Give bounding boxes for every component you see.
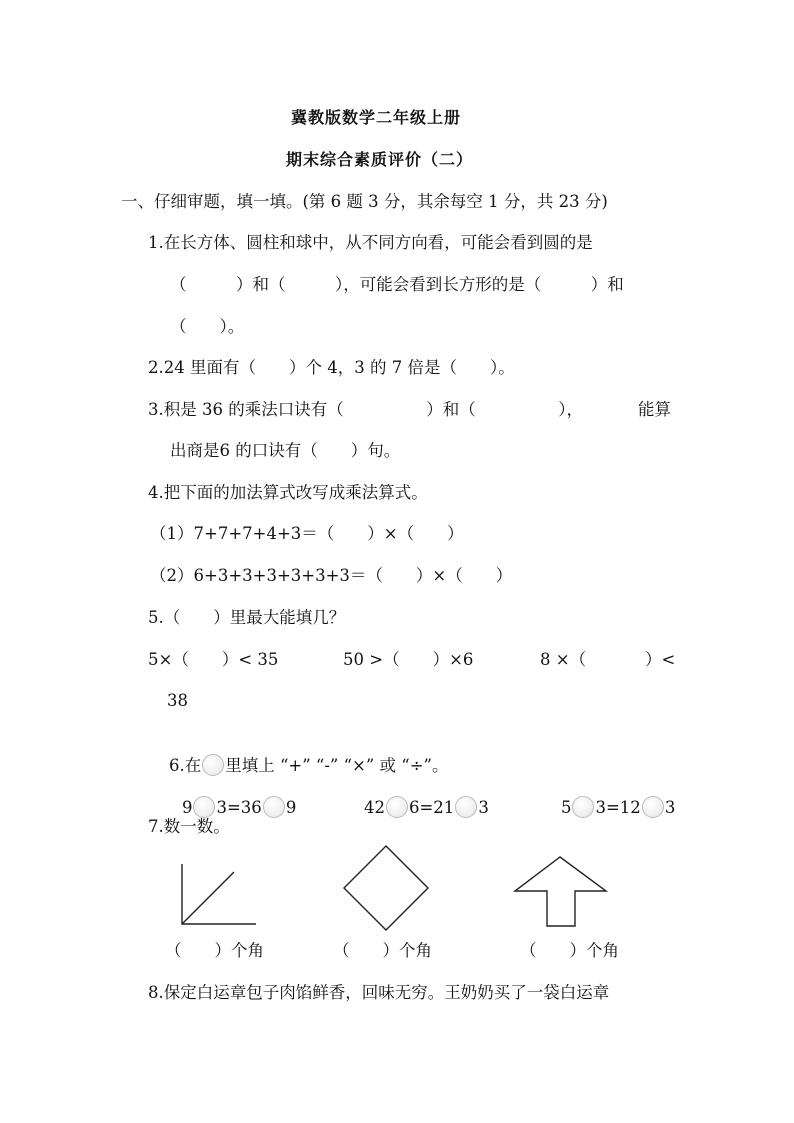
q1-line1: 1.在长方体、圆柱和球中，从不同方向看，可能会看到圆的是 [148, 233, 593, 252]
q6-suffix: 里填上 “+” “-” “×” 或 “÷”。 [225, 756, 449, 775]
eq2-a: 42 [363, 798, 385, 817]
q5-expr3a: 8 ×（ [540, 650, 587, 669]
q4-line1: 4.把下面的加法算式改写成乘法算式。 [148, 483, 428, 502]
section-heading: 一、仔细审题，填一填。(第 6 题 3 分，其余每空 1 分，共 23 分) [121, 192, 608, 211]
eq2-c: 3 [478, 798, 489, 817]
eq3-c: 3 [664, 798, 676, 817]
q5-expr1: 5×（ ）< 35 [148, 650, 279, 669]
eq2-b: 6=21 [408, 798, 455, 817]
eq1-a: 9 [181, 798, 193, 817]
q5-line3: 38 [167, 691, 188, 710]
q6-eq2 [343, 776, 489, 838]
angle-figure [176, 862, 260, 928]
answer-circle-4[interactable] [455, 796, 477, 818]
q4-sub1: （1）7+7+7+4+3＝（ ）×（ ） [150, 524, 464, 543]
answer-circle-1[interactable] [193, 796, 215, 818]
q7-label2: （ ）个角 [333, 941, 432, 960]
eq3-b: 3=12 [595, 798, 641, 817]
answer-circle-5[interactable] [572, 796, 594, 818]
eq1-c: 9 [285, 798, 297, 817]
q5-expr2: 50 >（ ）×6 [343, 650, 474, 669]
q3-line1: 3.积是 36 的乘法口诀有（ ）和（ ）， [148, 400, 583, 419]
blank-circle-icon [202, 754, 224, 776]
eq3-a: 5 [560, 798, 572, 817]
q1-line3: （ ）。 [170, 317, 245, 336]
page-subtitle: 期末综合素质评价（二） [286, 150, 474, 169]
diamond-figure [340, 842, 432, 934]
q7-label3: （ ）个角 [520, 941, 619, 960]
q3-line2: 出商是6 的口诀有（ ）句。 [170, 441, 401, 460]
eq1-b: 3=36 [216, 798, 262, 817]
q2-line1: 2.24 里面有（ ）个 4，3 的 7 倍是（ ）。 [148, 358, 515, 377]
page-title: 冀教版数学二年级上册 [291, 108, 462, 127]
answer-circle-3[interactable] [386, 796, 408, 818]
q3-line1-end: 能算 [638, 400, 671, 419]
q6-eq3 [540, 776, 675, 838]
arrow-figure [512, 854, 610, 930]
answer-circle-2[interactable] [263, 796, 285, 818]
q6-prefix: 6.在 [168, 756, 202, 775]
q7-label1: （ ）个角 [165, 941, 264, 960]
q4-sub2: （2）6+3+3+3+3+3+3＝（ ）×（ ） [150, 566, 513, 585]
q8-line1: 8.保定白运章包子肉馅鲜香，回味无穷。王奶奶买了一袋白运章 [148, 983, 610, 1002]
q5-expr3b: ）< [645, 650, 676, 669]
answer-circle-6[interactable] [642, 796, 664, 818]
q5-line1: 5.（ ）里最大能填几？ [148, 608, 346, 627]
q1-line2: （ ）和（ ），可能会看到长方形的是（ ）和 [170, 275, 624, 294]
q7-line1: 7.数一数。 [148, 817, 230, 836]
